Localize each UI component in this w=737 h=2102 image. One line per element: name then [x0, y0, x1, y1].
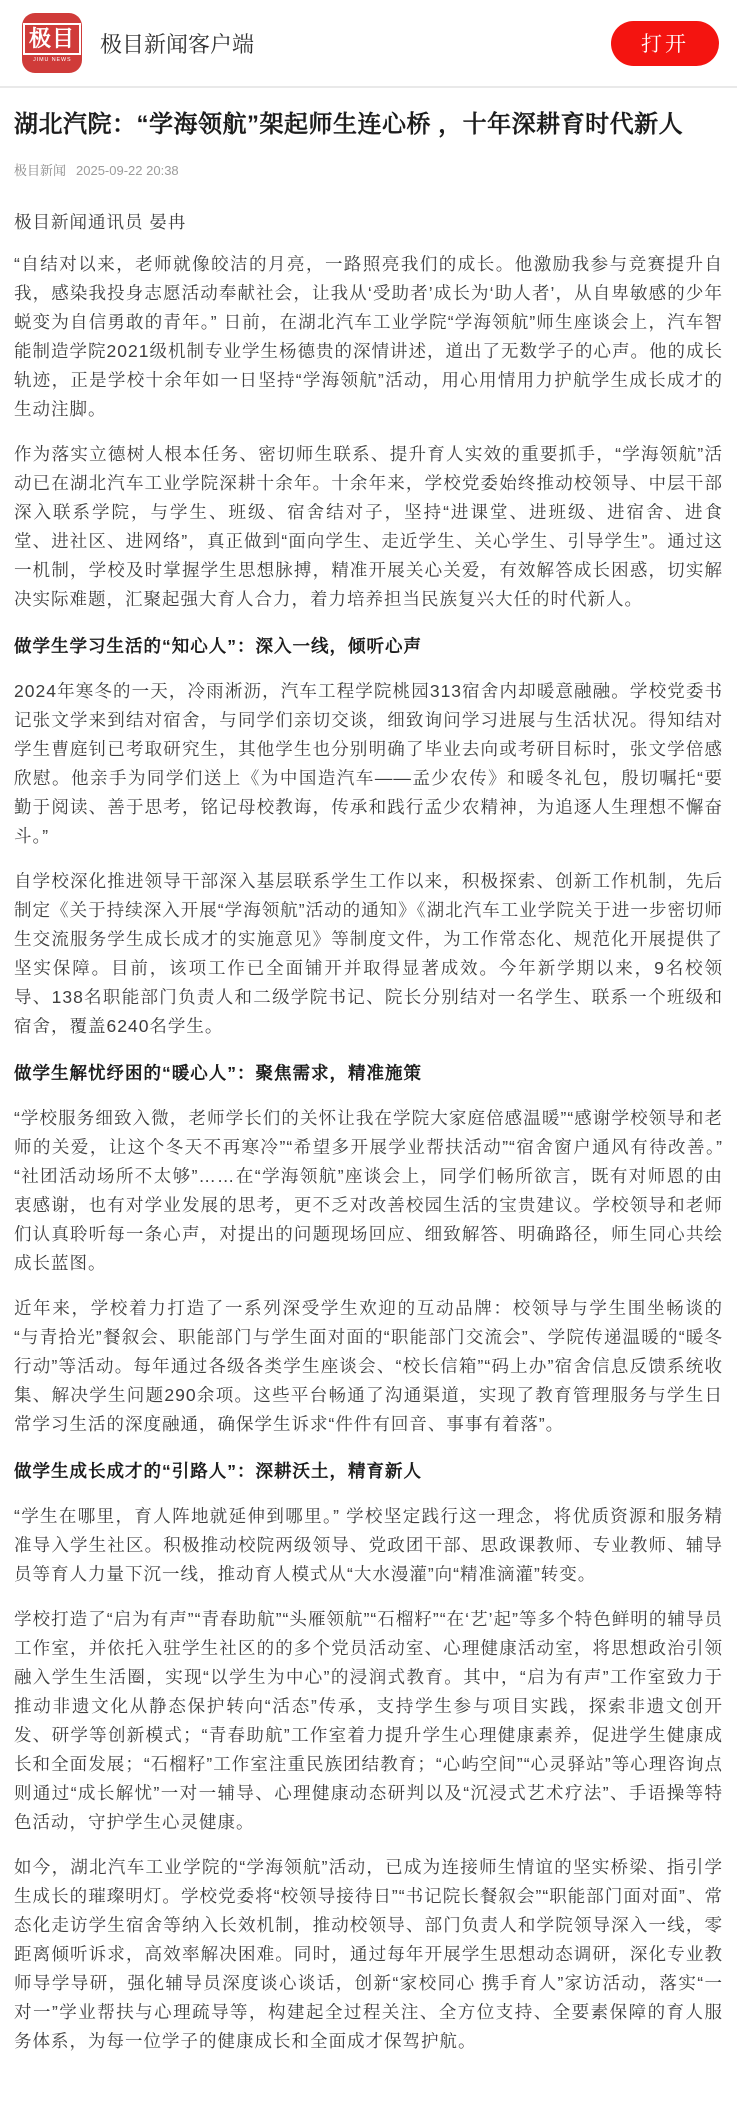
app-banner	[0, 0, 737, 88]
section-heading: 做学生成长成才的“引路人”：深耕沃土，精育新人	[14, 1460, 422, 1481]
source-name: 极目新闻	[14, 162, 67, 178]
logo-subtext: JIMU NEWS	[32, 57, 72, 63]
open-app-button[interactable]: 打开	[611, 21, 719, 66]
article-paragraph: 自学校深化推进领导干部深入基层联系学生工作以来，积极探索、创新工作机制，先后制定《关于持续深入开展“学海领航”活动的通知》《湖北汽车工业学院关于进一步密切师生交流服务学生成长成才的实施意见》等制度文件，为工作常态化、规范化开展提供了坚实保障。目前，该项工作已全面铺开并取得显著成效。今年新学期以来，9名校领导、138名职能部门负责人和二级学院书记、院长分别结对一名学生、联系一个班级和宿舍，覆盖6240名学生。	[14, 870, 723, 1036]
article-paragraph: 如今，湖北汽车工业学院的“学海领航”活动，已成为连接师生情谊的坚实桥梁、指引学生成长的璀璨明灯。学校党委将“校领导接待日”“书记院长餐叙会”“职能部门面对面”、常态化走访学生宿舍等纳入长效机制，推动校领导、部门负责人和学院领导深入一线，零距离倾听诉求，高效率解决困难。同时，通过每年开展学生思想动态调研，深化专业教师导学导研，强化辅导员深度谈心谈话，创新“家校同心 携手育人”家访活动，落实“一对一”学业帮扶与心理疏导等，构建起全过程关注、全方位支持、全要素保障的育人服务体系，为每一位学子的健康成长和全面成才保驾护航。	[14, 1856, 723, 2051]
byline: 极目新闻通讯员 晏冉	[14, 211, 187, 232]
article	[0, 88, 737, 2102]
article-body	[14, 250, 723, 2056]
jimu-news-logo	[22, 13, 82, 73]
article-paragraph: “学生在哪里，育人阵地就延伸到哪里。” 学校坚定践行这一理念，将优质资源和服务精准导入学生社区。积极推动校院两级领导、党政团干部、思政课教师、专业教师、辅导员等育人力量下沉一线，推动育人模式从“大水漫灌”向“精准滴灌”转变。	[14, 1505, 723, 1584]
article-paragraph: “自结对以来，老师就像皎洁的月亮，一路照亮我们的成长。他激励我参与竞赛提升自我，感染我投身志愿活动奉献社会，让我从‘受助者’成长为‘助人者’，从自卑敏感的少年蜕变为自信勇敢的青年。” 日前，在湖北汽车工业学院“学海领航”师生座谈会上，汽车智能制造学院2021级机制专业学生杨德贵的深情讲述，道出了无数学子的心声。他的成长轨迹，正是学校十余年如一日坚持“学海领航”活动，用心用情用力护航学生成长成才的生动注脚。	[14, 253, 723, 419]
article-paragraph: “学校服务细致入微，老师学长们的关怀让我在学院大家庭倍感温暖”“感谢学校领导和老师的关爱，让这个冬天不再寒冷”“希望多开展学业帮扶活动”“宿舍窗户通风有待改善。”“社团活动场所不太够”……在“学海领航”座谈会上，同学们畅所欲言，既有对师恩的由衷感谢，也有对学业发展的思考，更不乏对改善校园生活的宝贵建议。学校领导和老师们认真聆听每一条心声，对提出的问题现场回应、细致解答、明确路径，师生同心共绘成长蓝图。	[14, 1107, 723, 1273]
article-title: 湖北汽院：“学海领航”架起师生连心桥 ，十年深耕育时代新人	[14, 111, 684, 138]
app-name: 极目新闻客户端	[100, 31, 255, 57]
publish-timestamp: 2025-09-22 20:38	[76, 162, 179, 178]
article-meta	[14, 160, 723, 179]
logo-text: 极目	[23, 23, 81, 55]
article-paragraph: 学校打造了“启为有声”“青春助航”“头雁领航”“石榴籽”“在‘艺’起”等多个特色鲜明的辅导员工作室，并依托入驻学生社区的的多个党员活动室、心理健康活动室，将思想政治引领融入学生生活圈，实现“以学生为中心”的浸润式教育。其中，“启为有声”工作室致力于推动非遗文化从静态保护转向“活态”传承，支持学生参与项目实践，探索非遗文创开发、研学等创新模式；“青春助航”工作室着力提升学生心理健康素养，促进学生健康成长和全面发展；“石榴籽”工作室注重民族团结教育；“心屿空间”“心灵驿站”等心理咨询点则通过“成长解忧”一对一辅导、心理健康动态研判以及“沉浸式艺术疗法”、手语操等特色活动，守护学生心灵健康。	[14, 1608, 723, 1832]
section-heading: 做学生学习生活的“知心人”：深入一线，倾听心声	[14, 635, 422, 656]
article-paragraph: 2024年寒冬的一天，冷雨淅沥，汽车工程学院桃园313宿舍内却暖意融融。学校党委书记张文学来到结对宿舍，与同学们亲切交谈，细致询问学习进展与生活状况。得知结对学生曹庭钊已考取研究生，其他学生也分别明确了毕业去向或考研目标时，张文学倍感欣慰。他亲手为同学们送上《为中国造汽车——孟少农传》和暖冬礼包，殷切嘱托“要勤于阅读、善于思考，铭记母校教诲，传承和践行孟少农精神，为追逐人生理想不懈奋斗。”	[14, 680, 723, 846]
article-paragraph: 近年来，学校着力打造了一系列深受学生欢迎的互动品牌：校领导与学生围坐畅谈的“与青拾光”餐叙会、职能部门与学生面对面的“职能部门交流会”、学院传递温暖的“暖冬行动”等活动。每年通过各级各类学生座谈会、“校长信箱”“码上办”宿舍信息反馈系统收集、解决学生问题290余项。这些平台畅通了沟通渠道，实现了教育管理服务与学生日常学习生活的深度融通，确保学生诉求“件件有回音、事事有着落”。	[14, 1297, 723, 1434]
article-paragraph: 作为落实立德树人根本任务、密切师生联系、提升育人实效的重要抓手，“学海领航”活动已在湖北汽车工业学院深耕十余年。十余年来，学校党委始终推动校领导、中层干部深入联系学院，与学生、班级、宿舍结对子，坚持“进课堂、进班级、进宿舍、进食堂、进社区、进网络”，真正做到“面向学生、走近学生、关心学生、引导学生”。通过这一机制，学校及时掌握学生思想脉搏，精准开展关心关爱，有效解答成长困惑，切实解决实际难题，汇聚起强大育人合力，着力培养担当民族复兴大任的时代新人。	[14, 443, 723, 609]
section-heading: 做学生解忧纾困的“暖心人”：聚焦需求，精准施策	[14, 1062, 422, 1083]
